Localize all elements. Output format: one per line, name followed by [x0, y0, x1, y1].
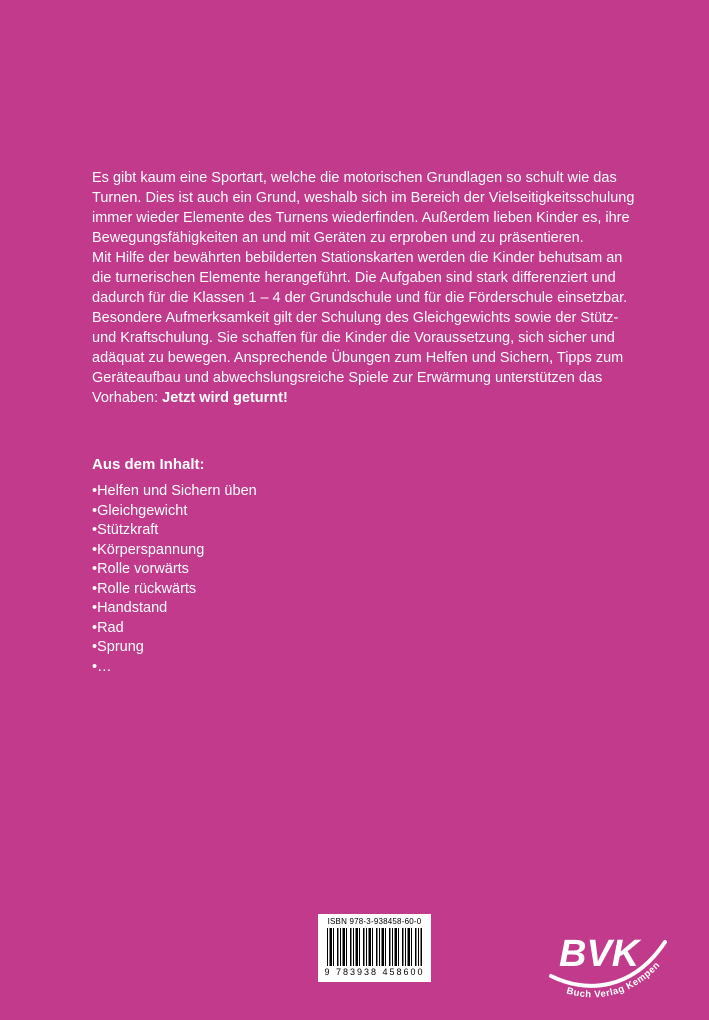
contents-list	[92, 482, 640, 677]
contents-item: • Stützkraft	[92, 521, 640, 541]
contents-item: • Rolle vorwärts	[92, 560, 640, 580]
intro-paragraph-2-text: Mit Hilfe der bewährten bebilderten Stationskarten werden die Kinder behutsam an die turnerischen Elemente herangeführt. Die Aufgaben sind stark differenziert und dadurch für die Klassen 1 – 4 der Grundschule und für die Förderschule einsetzbar. Besondere Aufmerksamkeit gilt der Schulung des Gleichgewichts sowie der Stütz- und Kraftschulung. Sie schaffen für die Kinder die Voraussetzung, sich sicher und adäquat zu bewegen. Ansprechende Übungen zum Helfen und Sichern, Tipps zum Geräteaufbau und abwechslungsreiche Spiele zur Erwärmung unterstützen das Vorhaben:	[92, 250, 628, 406]
isbn-label: ISBN 978-3-938458-60-0	[327, 917, 422, 926]
intro-paragraph-2	[92, 248, 640, 408]
barcode-bars-icon	[327, 928, 422, 966]
publisher-tagline: Buch Verlag Kempen	[565, 959, 663, 1001]
isbn-barcode	[318, 914, 431, 982]
contents-heading: Aus dem Inhalt:	[92, 456, 205, 473]
contents-item: • Körperspannung	[92, 541, 640, 561]
contents-item: • Handstand	[92, 599, 640, 619]
barcode-number: 9 783938 458600	[324, 967, 425, 977]
contents-section	[92, 456, 640, 677]
contents-item: • Gleichgewicht	[92, 502, 640, 522]
contents-item: • Rolle rückwärts	[92, 580, 640, 600]
contents-item: • Helfen und Sichern üben	[92, 482, 640, 502]
contents-item: • Rad	[92, 619, 640, 639]
publisher-logo	[545, 922, 675, 1012]
publisher-logo-text: BVK	[559, 933, 640, 975]
contents-item: • Sprung	[92, 638, 640, 658]
contents-item: • …	[92, 658, 640, 678]
intro-paragraph-1: Es gibt kaum eine Sportart, welche die motorischen Grundlagen so schult wie das Turnen. Dies ist auch ein Grund, weshalb sich im Bereich der Vielseitigkeitsschulung immer wieder Elemente des Turnens wiederfinden. Außerdem lieben Kinder es, ihre Bewegungsfähigkeiten an und mit Geräten zu erproben und zu präsentieren.	[92, 170, 635, 246]
intro-paragraph-2-slogan: Jetzt wird geturnt!	[162, 390, 288, 406]
intro-text	[92, 168, 640, 408]
